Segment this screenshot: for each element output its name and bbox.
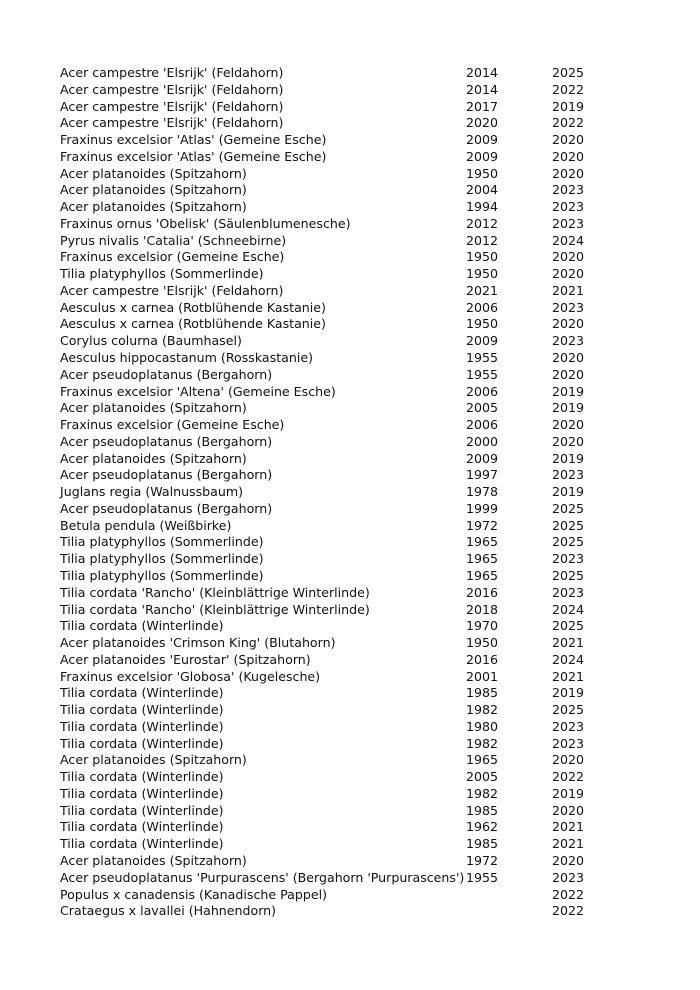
table-row <box>60 819 620 836</box>
species-cell: Acer pseudoplatanus (Bergahorn) <box>60 467 273 483</box>
species-cell: Acer platanoides 'Crimson King' (Blutahorn) <box>60 635 336 651</box>
species-cell: Acer pseudoplatanus 'Purpurascens' (Bergahorn 'Purpurascens') <box>60 869 465 885</box>
table-row <box>60 99 620 116</box>
planted-year-cell: 2001 <box>466 668 499 684</box>
inspected-year-cell: 2021 <box>552 668 585 684</box>
species-cell: Fraxinus excelsior 'Atlas' (Gemeine Esche) <box>60 132 327 148</box>
planted-year-cell: 2012 <box>466 232 499 248</box>
planted-year-cell: 1972 <box>466 852 499 868</box>
planted-year-cell: 2009 <box>466 450 499 466</box>
table-row <box>60 333 620 350</box>
species-cell: Tilia cordata (Winterlinde) <box>60 685 224 701</box>
table-row <box>60 166 620 183</box>
table-row <box>60 216 620 233</box>
species-cell: Acer campestre 'Elsrijk' (Feldahorn) <box>60 81 284 97</box>
table-row <box>60 719 620 736</box>
table-row <box>60 652 620 669</box>
inspected-year-cell: 2024 <box>552 601 585 617</box>
planted-year-cell: 1985 <box>466 802 499 818</box>
inspected-year-cell: 2025 <box>552 618 585 634</box>
species-cell: Populus x canadensis (Kanadische Pappel) <box>60 886 327 902</box>
table-row <box>60 534 620 551</box>
inspected-year-cell: 2020 <box>552 433 585 449</box>
table-row <box>60 384 620 401</box>
table-row <box>60 484 620 501</box>
species-cell: Tilia platyphyllos (Sommerlinde) <box>60 266 264 282</box>
inspected-year-cell: 2022 <box>552 115 585 131</box>
table-row <box>60 434 620 451</box>
species-cell: Acer platanoides (Spitzahorn) <box>60 852 247 868</box>
species-cell: Pyrus nivalis 'Catalia' (Schneebirne) <box>60 232 287 248</box>
table-row <box>60 400 620 417</box>
planted-year-cell: 1955 <box>466 366 499 382</box>
planted-year-cell: 1970 <box>466 618 499 634</box>
inspected-year-cell: 2025 <box>552 500 585 516</box>
table-row <box>60 736 620 753</box>
inspected-year-cell: 2023 <box>552 551 585 567</box>
species-cell: Acer pseudoplatanus (Bergahorn) <box>60 366 273 382</box>
inspected-year-cell: 2025 <box>552 517 585 533</box>
table-row <box>60 300 620 317</box>
planted-year-cell: 2004 <box>466 182 499 198</box>
planted-year-cell <box>466 887 552 904</box>
table-row <box>60 367 620 384</box>
inspected-year-cell: 2020 <box>552 417 585 433</box>
planted-year-cell: 2006 <box>466 299 499 315</box>
table-row <box>60 836 620 853</box>
inspected-year-cell: 2021 <box>552 819 585 835</box>
planted-year-cell: 2006 <box>466 417 499 433</box>
planted-year-cell: 1982 <box>466 785 499 801</box>
table-row <box>60 501 620 518</box>
species-cell: Fraxinus excelsior 'Globosa' (Kugelesche) <box>60 668 321 684</box>
planted-year-cell: 1965 <box>466 534 499 550</box>
table-row <box>60 149 620 166</box>
species-cell: Tilia platyphyllos (Sommerlinde) <box>60 567 264 583</box>
species-cell: Acer campestre 'Elsrijk' (Feldahorn) <box>60 115 284 131</box>
table-row <box>60 249 620 266</box>
table-row <box>60 786 620 803</box>
planted-year-cell: 1950 <box>466 316 499 332</box>
inspected-year-cell: 2023 <box>552 718 585 734</box>
inspected-year-cell: 2020 <box>552 852 585 868</box>
species-cell: Acer campestre 'Elsrijk' (Feldahorn) <box>60 282 284 298</box>
table-row <box>60 283 620 300</box>
planted-year-cell: 1955 <box>466 350 499 366</box>
planted-year-cell: 2016 <box>466 651 499 667</box>
species-cell: Acer platanoides (Spitzahorn) <box>60 165 247 181</box>
planted-year-cell: 2014 <box>466 81 499 97</box>
species-cell: Tilia cordata (Winterlinde) <box>60 802 224 818</box>
inspected-year-cell: 2023 <box>552 333 585 349</box>
planted-year-cell: 1978 <box>466 484 499 500</box>
inspected-year-cell: 2023 <box>552 215 585 231</box>
table-row <box>60 551 620 568</box>
table-row <box>60 803 620 820</box>
planted-year-cell: 2018 <box>466 601 499 617</box>
species-cell: Juglans regia (Walnussbaum) <box>60 484 244 500</box>
inspected-year-cell: 2022 <box>552 769 585 785</box>
table-row <box>60 417 620 434</box>
planted-year-cell: 1965 <box>466 551 499 567</box>
species-cell: Tilia platyphyllos (Sommerlinde) <box>60 534 264 550</box>
inspected-year-cell: 2020 <box>552 802 585 818</box>
inspected-year-cell: 2025 <box>552 567 585 583</box>
table-row <box>60 752 620 769</box>
planted-year-cell: 1950 <box>466 266 499 282</box>
table-row <box>60 602 620 619</box>
planted-year-cell: 1962 <box>466 819 499 835</box>
inspected-year-cell: 2022 <box>552 903 585 919</box>
species-cell: Tilia cordata (Winterlinde) <box>60 819 224 835</box>
table-row <box>60 199 620 216</box>
inspected-year-cell: 2020 <box>552 316 585 332</box>
table-row <box>60 451 620 468</box>
inspected-year-cell: 2024 <box>552 651 585 667</box>
table-row <box>60 182 620 199</box>
species-cell: Crataegus x lavallei (Hahnendorn) <box>60 903 277 919</box>
table-row <box>60 685 620 702</box>
table-row <box>60 769 620 786</box>
inspected-year-cell: 2022 <box>552 886 585 902</box>
species-cell: Acer platanoides (Spitzahorn) <box>60 752 247 768</box>
planted-year-cell: 2014 <box>466 65 499 80</box>
species-cell: Acer platanoides (Spitzahorn) <box>60 450 247 466</box>
planted-year-cell: 2009 <box>466 132 499 148</box>
table-row <box>60 266 620 283</box>
inspected-year-cell: 2020 <box>552 165 585 181</box>
species-cell: Tilia platyphyllos (Sommerlinde) <box>60 551 264 567</box>
planted-year-cell: 1950 <box>466 249 499 265</box>
inspected-year-cell: 2024 <box>552 232 585 248</box>
inspected-year-cell: 2019 <box>552 450 585 466</box>
species-cell: Tilia cordata (Winterlinde) <box>60 718 224 734</box>
inspected-year-cell: 2021 <box>552 282 585 298</box>
tree-table <box>60 65 620 920</box>
planted-year-cell: 1965 <box>466 567 499 583</box>
inspected-year-cell: 2023 <box>552 199 585 215</box>
inspected-year-cell: 2020 <box>552 132 585 148</box>
species-cell: Betula pendula (Weißbirke) <box>60 517 232 533</box>
inspected-year-cell: 2019 <box>552 400 585 416</box>
table-row <box>60 585 620 602</box>
planted-year-cell: 2009 <box>466 148 499 164</box>
inspected-year-cell: 2023 <box>552 584 585 600</box>
planted-year-cell: 1980 <box>466 718 499 734</box>
inspected-year-cell: 2019 <box>552 98 585 114</box>
inspected-year-cell: 2022 <box>552 81 585 97</box>
planted-year-cell: 2009 <box>466 333 499 349</box>
table-row <box>60 887 620 904</box>
species-cell: Tilia cordata (Winterlinde) <box>60 769 224 785</box>
planted-year-cell: 1950 <box>466 165 499 181</box>
planted-year-cell: 1965 <box>466 752 499 768</box>
table-row <box>60 132 620 149</box>
planted-year-cell <box>466 903 552 920</box>
table-row <box>60 853 620 870</box>
species-cell: Acer campestre 'Elsrijk' (Feldahorn) <box>60 65 284 80</box>
inspected-year-cell: 2020 <box>552 249 585 265</box>
planted-year-cell: 2017 <box>466 98 499 114</box>
inspected-year-cell: 2025 <box>552 534 585 550</box>
species-cell: Acer platanoides 'Eurostar' (Spitzahorn) <box>60 651 311 667</box>
inspected-year-cell: 2020 <box>552 350 585 366</box>
table-row <box>60 316 620 333</box>
species-cell: Acer pseudoplatanus (Bergahorn) <box>60 433 273 449</box>
species-cell: Tilia cordata 'Rancho' (Kleinblättrige Winterlinde) <box>60 601 370 617</box>
species-cell: Acer platanoides (Spitzahorn) <box>60 182 247 198</box>
species-cell: Tilia cordata 'Rancho' (Kleinblättrige Winterlinde) <box>60 584 370 600</box>
table-row <box>60 467 620 484</box>
species-cell: Acer campestre 'Elsrijk' (Feldahorn) <box>60 98 284 114</box>
inspected-year-cell: 2019 <box>552 383 585 399</box>
planted-year-cell: 1972 <box>466 517 499 533</box>
planted-year-cell: 1985 <box>466 836 499 852</box>
species-cell: Fraxinus excelsior 'Altena' (Gemeine Esche) <box>60 383 336 399</box>
species-cell: Acer pseudoplatanus (Bergahorn) <box>60 500 273 516</box>
inspected-year-cell: 2021 <box>552 635 585 651</box>
planted-year-cell: 2005 <box>466 769 499 785</box>
planted-year-cell: 2012 <box>466 215 499 231</box>
planted-year-cell: 1997 <box>466 467 499 483</box>
species-cell: Fraxinus ornus 'Obelisk' (Säulenblumenesche) <box>60 215 351 231</box>
table-row <box>60 669 620 686</box>
planted-year-cell: 1985 <box>466 685 499 701</box>
planted-year-cell: 1982 <box>466 735 499 751</box>
inspected-year-cell: 2023 <box>552 467 585 483</box>
planted-year-cell: 1994 <box>466 199 499 215</box>
inspected-year-cell: 2019 <box>552 484 585 500</box>
species-cell: Fraxinus excelsior (Gemeine Esche) <box>60 417 285 433</box>
inspected-year-cell: 2025 <box>552 702 585 718</box>
planted-year-cell: 2000 <box>466 433 499 449</box>
table-row <box>60 702 620 719</box>
inspected-year-cell: 2021 <box>552 836 585 852</box>
inspected-year-cell: 2019 <box>552 785 585 801</box>
inspected-year-cell: 2019 <box>552 685 585 701</box>
species-cell: Tilia cordata (Winterlinde) <box>60 735 224 751</box>
planted-year-cell: 2020 <box>466 115 499 131</box>
table-row <box>60 350 620 367</box>
species-cell: Tilia cordata (Winterlinde) <box>60 702 224 718</box>
species-cell: Tilia cordata (Winterlinde) <box>60 836 224 852</box>
table-row <box>60 233 620 250</box>
inspected-year-cell: 2020 <box>552 266 585 282</box>
planted-year-cell: 2021 <box>466 282 499 298</box>
species-cell: Acer platanoides (Spitzahorn) <box>60 400 247 416</box>
species-cell: Tilia cordata (Winterlinde) <box>60 785 224 801</box>
inspected-year-cell: 2020 <box>552 752 585 768</box>
species-cell: Fraxinus excelsior (Gemeine Esche) <box>60 249 285 265</box>
planted-year-cell: 2006 <box>466 383 499 399</box>
planted-year-cell: 2005 <box>466 400 499 416</box>
table-row <box>60 568 620 585</box>
species-cell: Acer platanoides (Spitzahorn) <box>60 199 247 215</box>
inspected-year-cell: 2023 <box>552 869 585 885</box>
species-cell: Aesculus x carnea (Rotblühende Kastanie) <box>60 316 326 332</box>
inspected-year-cell: 2023 <box>552 299 585 315</box>
planted-year-cell: 2016 <box>466 584 499 600</box>
table-row <box>60 635 620 652</box>
planted-year-cell: 1982 <box>466 702 499 718</box>
species-cell: Tilia cordata (Winterlinde) <box>60 618 224 634</box>
table-row <box>60 65 620 82</box>
species-cell: Fraxinus excelsior 'Atlas' (Gemeine Esche) <box>60 148 327 164</box>
table-row <box>60 518 620 535</box>
table-row <box>60 903 620 920</box>
inspected-year-cell: 2020 <box>552 148 585 164</box>
inspected-year-cell: 2025 <box>552 65 585 80</box>
inspected-year-cell: 2020 <box>552 366 585 382</box>
species-cell: Aesculus hippocastanum (Rosskastanie) <box>60 350 313 366</box>
table-row <box>60 870 620 887</box>
species-cell: Corylus colurna (Baumhasel) <box>60 333 242 349</box>
table-row <box>60 618 620 635</box>
table-row <box>60 115 620 132</box>
inspected-year-cell: 2023 <box>552 182 585 198</box>
planted-year-cell: 1950 <box>466 635 499 651</box>
table-row <box>60 82 620 99</box>
inspected-year-cell: 2023 <box>552 735 585 751</box>
planted-year-cell: 1955 <box>466 869 499 885</box>
planted-year-cell: 1999 <box>466 500 499 516</box>
species-cell: Aesculus x carnea (Rotblühende Kastanie) <box>60 299 326 315</box>
